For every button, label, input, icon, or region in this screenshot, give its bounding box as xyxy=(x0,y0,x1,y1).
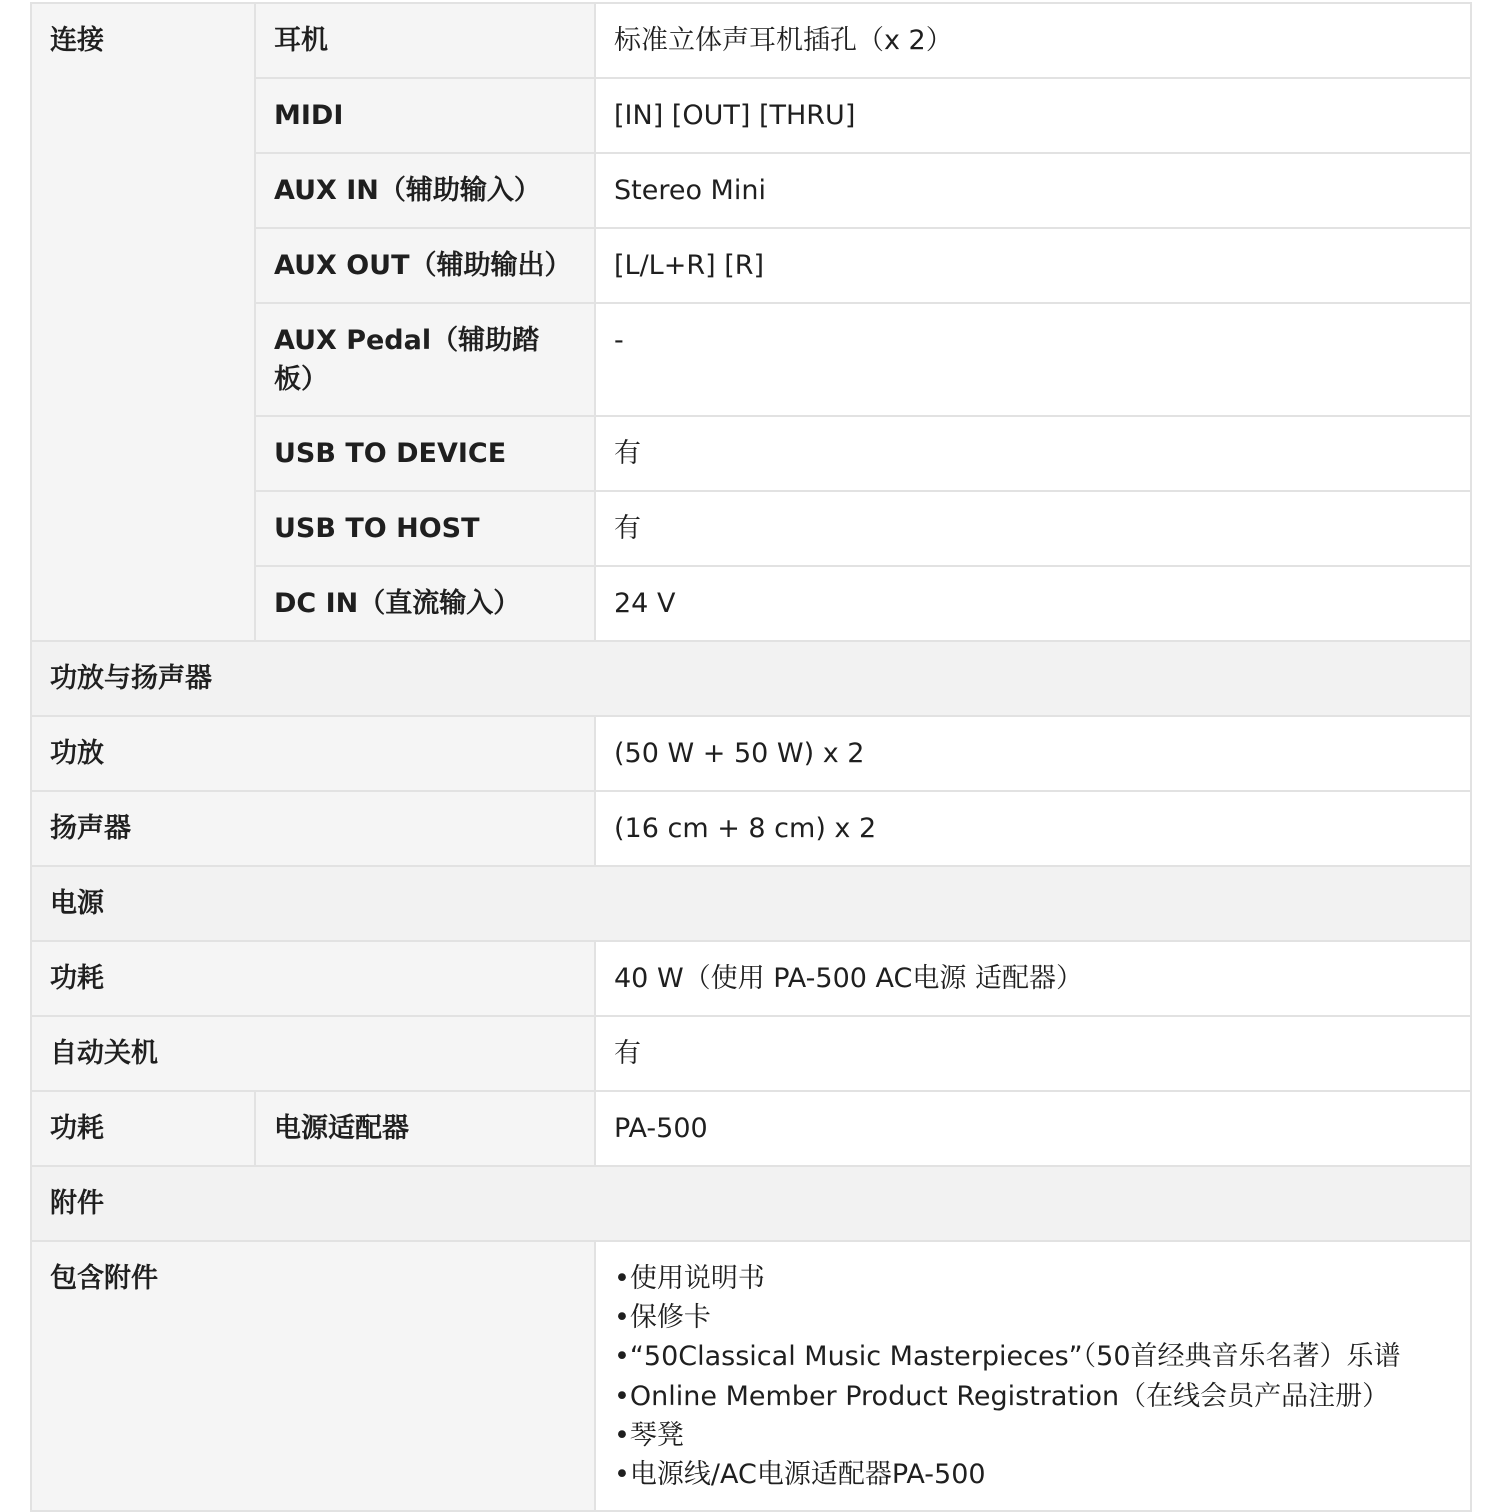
spec-value-aux-in: Stereo Mini xyxy=(595,153,1471,228)
spec-label-headphones: 耳机 xyxy=(255,3,595,78)
accessory-item: •电源线/AC电源适配器PA-500 xyxy=(614,1459,986,1491)
accessory-item: •“50Classical Music Masterpieces”（50首经典音乐名著）乐谱 xyxy=(614,1341,1401,1373)
spec-label-included-accessories: 包含附件 xyxy=(31,1241,595,1511)
spec-label-aux-pedal: AUX Pedal（辅助踏板） xyxy=(255,303,595,416)
section-header-accessories: 附件 xyxy=(31,1166,1471,1241)
section-header-row xyxy=(31,641,1471,716)
spec-row xyxy=(31,1016,1471,1091)
spec-label-dc-in: DC IN（直流输入） xyxy=(255,566,595,641)
spec-value-dc-in: 24 V xyxy=(595,566,1471,641)
spec-label-power-consumption: 功耗 xyxy=(31,941,595,1016)
spec-label-power-adapter-group: 功耗 xyxy=(31,1091,255,1166)
spec-row xyxy=(31,3,1471,78)
spec-row xyxy=(31,1091,1471,1166)
section-header-power: 电源 xyxy=(31,866,1471,941)
spec-value-power-consumption: 40 W（使用 PA-500 AC电源 适配器） xyxy=(595,941,1471,1016)
spec-label-aux-in: AUX IN（辅助输入） xyxy=(255,153,595,228)
spec-table xyxy=(30,2,1472,1512)
spec-label-usb-to-device: USB TO DEVICE xyxy=(255,416,595,491)
accessory-item: •Online Member Product Registration（在线会员产品注册） xyxy=(614,1380,1390,1412)
spec-row xyxy=(31,716,1471,791)
spec-row xyxy=(31,1241,1471,1511)
spec-value-power-adapter: PA-500 xyxy=(595,1091,1471,1166)
spec-value-auto-power-off: 有 xyxy=(595,1016,1471,1091)
spec-label-auto-power-off: 自动关机 xyxy=(31,1016,595,1091)
spec-label-aux-out: AUX OUT（辅助输出） xyxy=(255,228,595,303)
section-header-row xyxy=(31,1166,1471,1241)
spec-value-usb-to-host: 有 xyxy=(595,491,1471,566)
spec-value-included-accessories xyxy=(595,1241,1471,1511)
spec-value-aux-out: [L/L+R] [R] xyxy=(595,228,1471,303)
spec-value-speakers: (16 cm + 8 cm) x 2 xyxy=(595,791,1471,866)
accessory-item: •琴凳 xyxy=(614,1419,684,1451)
section-header-row xyxy=(31,866,1471,941)
spec-value-midi: [IN] [OUT] [THRU] xyxy=(595,78,1471,153)
accessory-item: •使用说明书 xyxy=(614,1263,765,1294)
spec-label-power-adapter: 电源适配器 xyxy=(255,1091,595,1166)
spec-value-aux-pedal: - xyxy=(595,303,1471,416)
section-header-amplifiers: 功放与扬声器 xyxy=(31,641,1471,716)
spec-label-amplifier: 功放 xyxy=(31,716,595,791)
accessory-item: •保修卡 xyxy=(614,1302,711,1334)
spec-row xyxy=(31,941,1471,1016)
spec-value-amplifier: (50 W + 50 W) x 2 xyxy=(595,716,1471,791)
spec-label-midi: MIDI xyxy=(255,78,595,153)
spec-row xyxy=(31,791,1471,866)
spec-value-usb-to-device: 有 xyxy=(595,416,1471,491)
spec-label-speakers: 扬声器 xyxy=(31,791,595,866)
category-label-connectivity: 连接 xyxy=(31,3,255,641)
spec-value-headphones: 标准立体声耳机插孔（x 2） xyxy=(595,3,1471,78)
spec-label-usb-to-host: USB TO HOST xyxy=(255,491,595,566)
